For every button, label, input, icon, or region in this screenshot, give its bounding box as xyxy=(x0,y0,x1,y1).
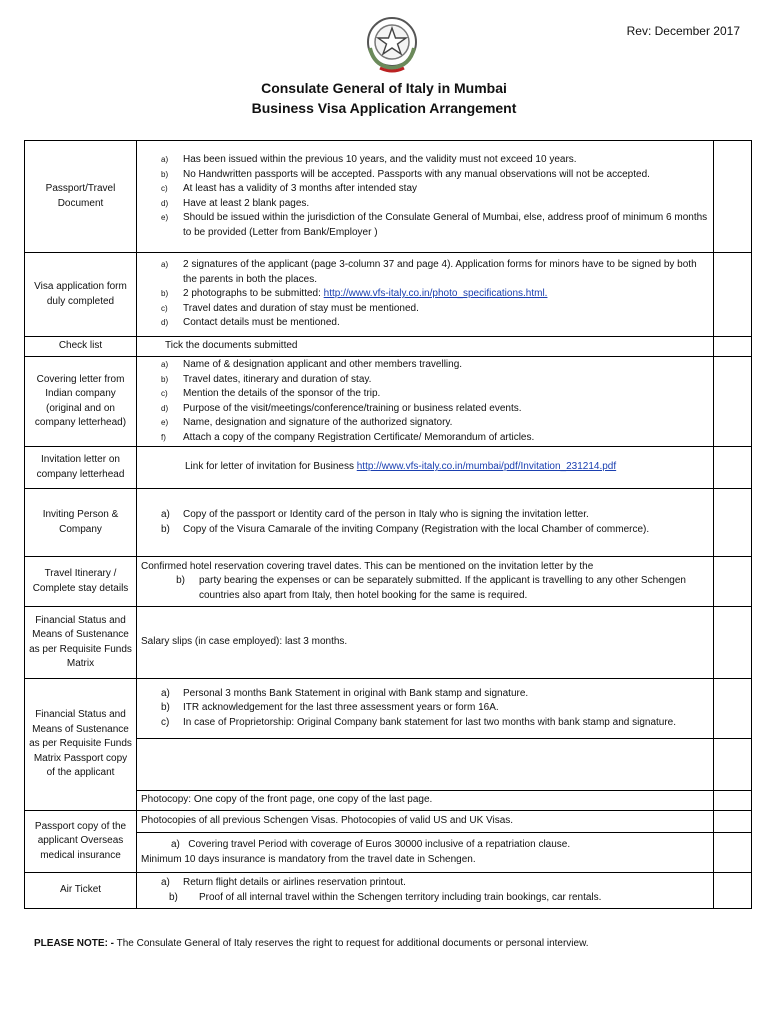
row-label: Travel Itinerary / Complete stay details xyxy=(25,557,137,607)
invitation-text-block xyxy=(141,460,709,475)
document-title: Consulate General of Italy in Mumbai xyxy=(261,80,507,96)
photocopy-text: Photocopy: One copy of the front page, one copy of the last page. xyxy=(141,794,433,806)
item-text: Travel dates, itinerary and duration of stay. xyxy=(183,373,372,385)
item-marker: e) xyxy=(161,213,169,222)
photo-specifications-link[interactable]: http://www.vfs-italy.co.in/photo_specifications.html. xyxy=(323,288,548,300)
invitation-link[interactable]: http://www.vfs-italy.co.in/mumbai/pdf/Invitation_231214.pdf xyxy=(356,461,617,473)
item-text: Name, designation and signature of the authorized signatory. xyxy=(183,417,453,428)
tick-box[interactable] xyxy=(714,357,752,447)
list-item xyxy=(141,197,709,212)
table-row xyxy=(25,337,752,357)
item-text: Copy of the Visura Camarale of the inviting Company (Registration with the local Chamber of commerce). xyxy=(183,523,650,535)
row-label: Air Ticket xyxy=(25,873,137,909)
list-item xyxy=(141,716,709,731)
visa-photocopies-text: Photocopies of all previous Schengen Visas. Photocopies of valid US and UK Visas. xyxy=(141,815,514,827)
list-item xyxy=(141,358,709,373)
row-content xyxy=(137,873,714,909)
table-row xyxy=(25,873,752,909)
row-content xyxy=(137,557,714,607)
tick-box[interactable] xyxy=(714,607,752,679)
item-marker: b) xyxy=(161,523,170,535)
list-item xyxy=(141,387,709,402)
list-item xyxy=(141,431,709,446)
row-content xyxy=(137,337,714,357)
row-label: Inviting Person & Company xyxy=(25,489,137,557)
item-marker: c) xyxy=(161,303,168,313)
checklist-text: Tick the documents submitted xyxy=(165,340,298,352)
list-item xyxy=(141,287,709,302)
item-text: 2 signatures of the applicant (page 3-column 37 and page 4). Application forms for minors have to be signed by both the parents in both the places. xyxy=(183,259,697,285)
list-item xyxy=(141,402,709,417)
item-text: In case of Proprietorship: Original Company bank statement for last two months with bank stamp and signature. xyxy=(183,716,677,728)
tick-box[interactable] xyxy=(714,337,752,357)
tick-box[interactable] xyxy=(714,811,752,833)
row-content xyxy=(137,833,714,873)
please-note xyxy=(34,938,589,949)
row-content xyxy=(137,357,714,447)
item-marker: c) xyxy=(161,184,168,193)
item-marker: b) xyxy=(161,374,169,384)
row-content-blank xyxy=(137,739,714,791)
table-row xyxy=(25,489,752,557)
revision-date: Rev: December 2017 xyxy=(626,24,740,38)
item-marker: c) xyxy=(161,389,168,398)
note-text: The Consulate General of Italy reserves the right to request for additional documents or personal interview. xyxy=(114,938,589,949)
item-marker: b) xyxy=(161,169,169,179)
item-text: Has been issued within the previous 10 years, and the validity must not exceed 10 years. xyxy=(183,154,577,165)
note-label: PLEASE NOTE: - xyxy=(34,938,115,949)
list-item xyxy=(141,316,709,331)
item-marker: b) xyxy=(161,702,170,714)
salary-slips-text: Salary slips (in case employed): last 3 months. xyxy=(141,636,348,648)
item-text: Travel dates and duration of stay must be mentioned. xyxy=(183,302,419,314)
tick-box[interactable] xyxy=(714,447,752,489)
table-row xyxy=(25,557,752,607)
item-text: Covering travel Period with coverage of Euros 30000 inclusive of a repatriation clause. xyxy=(188,839,571,850)
tick-box[interactable] xyxy=(714,791,752,811)
tick-box[interactable] xyxy=(714,739,752,791)
table-row xyxy=(25,811,752,833)
invitation-text: Link for letter of invitation for Business xyxy=(185,461,357,473)
table-row xyxy=(25,447,752,489)
item-marker: a) xyxy=(171,839,180,850)
row-content xyxy=(137,141,714,253)
row-label: Invitation letter on company letterhead xyxy=(25,447,137,489)
tick-box[interactable] xyxy=(714,833,752,873)
item-marker: e) xyxy=(161,418,169,427)
list-item xyxy=(141,876,709,891)
tick-box[interactable] xyxy=(714,141,752,253)
item-text: Personal 3 months Bank Statement in original with Bank stamp and signature. xyxy=(183,687,529,699)
item-text: Should be issued within the jurisdiction of the Consulate General of Mumbai, else, address proof of minimum 6 months to be provided (Letter from Bank/Employer ) xyxy=(183,212,708,238)
row-content xyxy=(137,811,714,833)
table-row xyxy=(25,253,752,337)
item-text: ITR acknowledgement for the last three assessment years or form 16A. xyxy=(183,702,499,714)
document-subtitle: Business Visa Application Arrangement xyxy=(251,100,517,116)
row-label: Passport/Travel Document xyxy=(25,141,137,253)
item-marker: d) xyxy=(161,403,169,413)
row-label: Check list xyxy=(25,337,137,357)
list-item xyxy=(141,891,709,906)
table-row xyxy=(25,679,752,739)
item-marker: a) xyxy=(161,260,169,270)
item-marker: a) xyxy=(161,155,169,164)
row-label: Passport copy of the applicant Overseas medical insurance xyxy=(25,811,137,873)
tick-box[interactable] xyxy=(714,679,752,739)
item-marker: d) xyxy=(161,318,169,328)
row-label: Visa application form duly completed xyxy=(25,253,137,337)
document-title-block xyxy=(0,78,768,118)
item-marker: a) xyxy=(161,509,170,520)
list-item xyxy=(141,302,709,317)
item-text: Copy of the passport or Identity card of the person in Italy who is signing the invitation letter. xyxy=(183,509,589,520)
insurance-line xyxy=(141,838,709,853)
table-row xyxy=(25,141,752,253)
row-content xyxy=(137,791,714,811)
tick-box[interactable] xyxy=(714,489,752,557)
item-marker: b) xyxy=(169,891,178,903)
item-text: No Handwritten passports will be accepted. Passports with any manual observations will not be accepted. xyxy=(183,168,650,180)
tick-box[interactable] xyxy=(714,873,752,909)
item-text: Mention the details of the sponsor of the trip. xyxy=(183,388,381,399)
item-text: Purpose of the visit/meetings/conference/training or business related events. xyxy=(183,402,522,414)
item-marker: a) xyxy=(161,360,169,369)
row-content xyxy=(137,253,714,337)
item-marker: a) xyxy=(161,877,170,888)
item-marker: f) xyxy=(161,432,166,442)
list-item xyxy=(141,508,709,523)
item-text: Contact details must be mentioned. xyxy=(183,317,340,329)
list-item xyxy=(141,168,709,183)
table-row xyxy=(25,607,752,679)
row-label: Financial Status and Means of Sustenance as per Requisite Funds Matrix Passport copy of the applicant xyxy=(25,679,137,811)
list-item xyxy=(141,373,709,388)
list-item xyxy=(141,523,709,538)
tick-box[interactable] xyxy=(714,557,752,607)
list-item xyxy=(141,182,709,197)
list-item xyxy=(141,687,709,702)
item-text: Name of & designation applicant and other members travelling. xyxy=(183,359,463,370)
list-item xyxy=(141,211,709,240)
list-item xyxy=(141,258,709,287)
row-content xyxy=(137,607,714,679)
list-item xyxy=(141,701,709,716)
row-label: Financial Status and Means of Sustenance as per Requisite Funds Matrix xyxy=(25,607,137,679)
requirements-table xyxy=(24,140,752,909)
item-text: Attach a copy of the company Registration Certificate/ Memorandum of articles. xyxy=(183,431,535,443)
item-marker: d) xyxy=(161,198,169,208)
item-marker: c) xyxy=(161,716,170,728)
row-label: Covering letter from Indian company (original and on company letterhead) xyxy=(25,357,137,447)
table-row xyxy=(25,357,752,447)
item-text: Return flight details or airlines reservation printout. xyxy=(183,877,406,888)
item-marker: b) xyxy=(176,575,185,587)
list-item xyxy=(141,416,709,431)
insurance-minimum-text: Minimum 10 days insurance is mandatory from the travel date in Schengen. xyxy=(141,853,476,865)
row-content xyxy=(137,447,714,489)
row-content xyxy=(137,679,714,739)
item-text: 2 photographs to be submitted: xyxy=(183,288,324,300)
list-item xyxy=(141,153,709,168)
item-text: At least has a validity of 3 months after intended stay xyxy=(183,183,418,194)
item-marker: a) xyxy=(161,687,170,699)
italy-emblem xyxy=(360,12,424,76)
itinerary-item xyxy=(141,574,709,603)
item-marker: b) xyxy=(161,289,169,299)
tick-box[interactable] xyxy=(714,253,752,337)
item-text: Proof of all internal travel within the Schengen territory including train bookings, car rentals. xyxy=(199,891,602,903)
item-text: Have at least 2 blank pages. xyxy=(183,197,310,209)
itinerary-line: Confirmed hotel reservation covering travel dates. This can be mentioned on the invitation letter by the xyxy=(141,560,594,572)
item-text: party bearing the expenses or can be separately submitted. If the applicant is travelling to any other Schengen countries also apart from Italy, then hotel booking for the same is required. xyxy=(199,575,686,601)
row-content xyxy=(137,489,714,557)
